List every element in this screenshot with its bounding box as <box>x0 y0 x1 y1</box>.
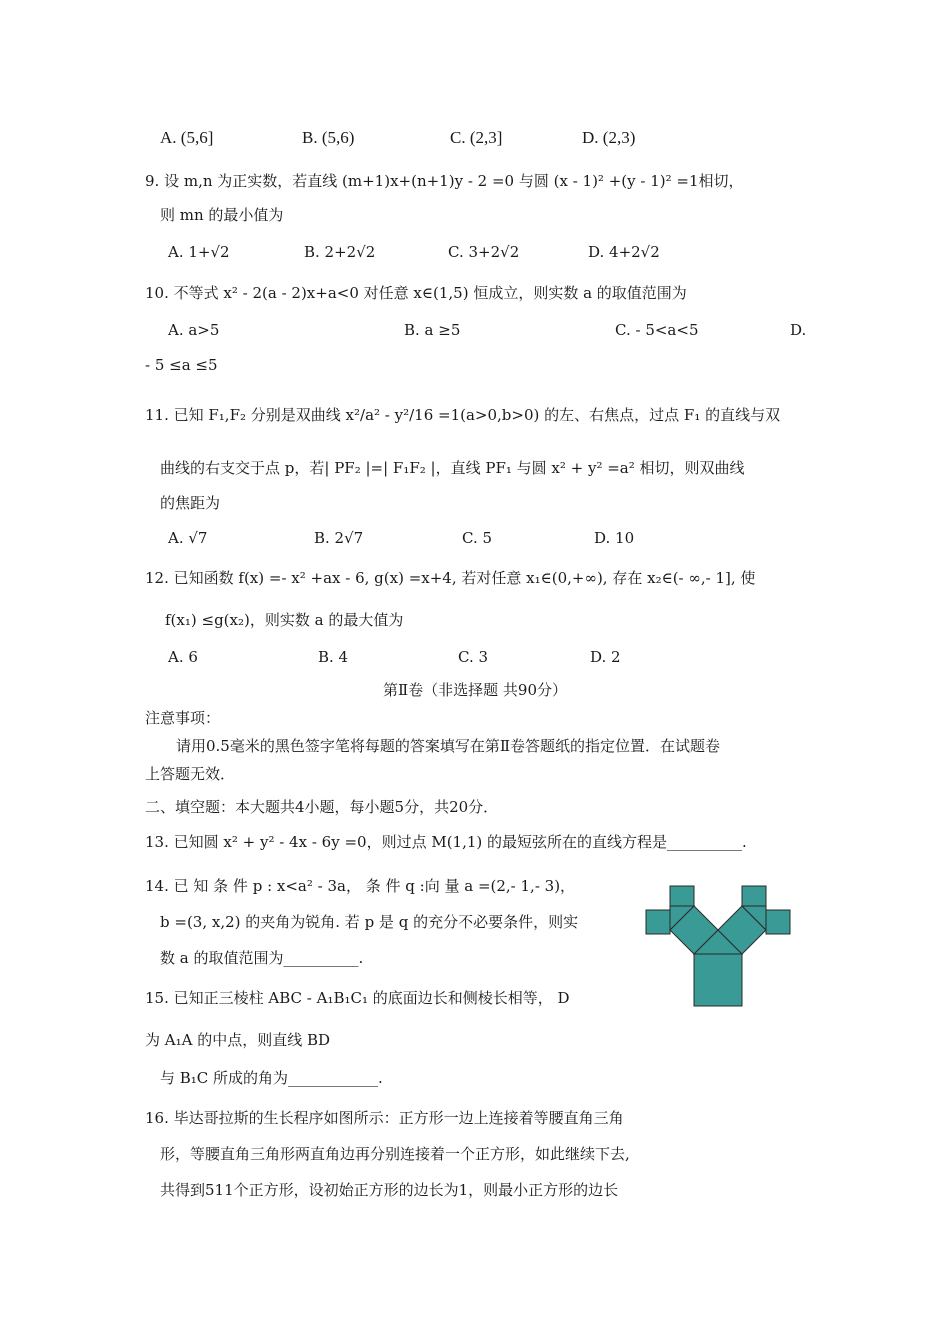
q12-stem-line1: 12. 已知函数 f(x) =- x² +ax - 6, g(x) =x+4, 若对任意 x₁∈(0,+∞), 存在 x₂∈(- ∞,- 1], 使 <box>145 569 756 587</box>
q10-option-a: A. a>5 <box>168 321 220 339</box>
q10-option-d-continued: - 5 ≤a ≤5 <box>145 356 218 374</box>
q11-option-d: D. 10 <box>594 529 635 547</box>
q10-option-c: C. - 5<a<5 <box>615 321 699 339</box>
q9-stem-line1: 9. 设 m,n 为正实数，若直线 (m+1)x+(n+1)y - 2 =0 与圆 (x - 1)² +(y - 1)² =1相切， <box>145 172 744 190</box>
tree-square-right-side <box>766 910 790 934</box>
q10-option-d: D. <box>790 321 807 339</box>
pythagoras-tree-figure <box>642 882 802 1010</box>
q8-option-c: C. (2,3] <box>450 128 503 147</box>
q12-option-a: A. 6 <box>168 648 198 666</box>
q9-option-d: D. 4+2√2 <box>588 243 660 261</box>
q14-stem-line2: b =(3, x,2) 的夹角为锐角. 若 p 是 q 的充分不必要条件，则实 <box>160 913 579 931</box>
notice-title: 注意事项： <box>145 709 221 727</box>
q8-option-b: B. (5,6) <box>302 128 355 147</box>
q13-stem: 13. 已知圆 x² + y² - 4x - 6y =0，则过点 M(1,1) 的最短弦所在的直线方程是__________. <box>145 833 747 851</box>
q16-stem-line3: 共得到511个正方形，设初始正方形的边长为1，则最小正方形的边长 <box>160 1181 619 1199</box>
q11-stem-line1: 11. 已知 F₁,F₂ 分别是双曲线 x²/a² - y²/16 =1(a>0,b>0) 的左、右焦点，过点 F₁ 的直线与双 <box>145 406 781 424</box>
notice-line1: 请用0.5毫米的黑色签字笔将每题的答案填写在第Ⅱ卷答题纸的指定位置．在试题卷 <box>176 737 721 755</box>
part2-title: 第Ⅱ卷（非选择题 共90分） <box>382 681 568 699</box>
q8-option-a: A. (5,6] <box>160 128 214 147</box>
q16-stem-line2: 形，等腰直角三角形两直角边再分别连接着一个正方形，如此继续下去, <box>160 1145 630 1163</box>
q12-stem-line2: f(x₁) ≤g(x₂)，则实数 a 的最大值为 <box>165 611 404 629</box>
notice-line2: 上答题无效． <box>145 765 236 783</box>
section2-title: 二、填空题：本大题共4小题，每小题5分，共20分． <box>145 798 499 816</box>
q9-option-b: B. 2+2√2 <box>304 243 376 261</box>
q16-stem-line1: 16. 毕达哥拉斯的生长程序如图所示：正方形一边上连接着等腰直角三角 <box>145 1109 624 1127</box>
q12-option-d: D. 2 <box>590 648 621 666</box>
q11-stem-line3: 的焦距为 <box>160 494 221 512</box>
q8-option-d: D. (2,3) <box>582 128 636 147</box>
q15-stem-line1: 15. 已知正三棱柱 ABC - A₁B₁C₁ 的底面边长和侧棱长相等， D <box>145 989 570 1007</box>
q9-option-c: C. 3+2√2 <box>448 243 520 261</box>
tree-square-left-top <box>670 886 694 906</box>
q10-option-b: B. a ≥5 <box>404 321 461 339</box>
tree-square-left-side <box>646 910 670 934</box>
q10-stem: 10. 不等式 x² - 2(a - 2)x+a<0 对任意 x∈(1,5) 恒成立，则实数 a 的取值范围为 <box>145 284 687 302</box>
q12-option-b: B. 4 <box>318 648 349 666</box>
q9-option-a: A. 1+√2 <box>168 243 230 261</box>
q14-stem-line3: 数 a 的取值范围为__________. <box>160 949 364 967</box>
q12-option-c: C. 3 <box>458 648 489 666</box>
tree-square-right-top <box>742 886 766 906</box>
q14-stem-line1: 14. 已 知 条 件 p : x<a² - 3a， 条 件 q :向 量 a =(2,- 1,- 3)， <box>145 877 576 895</box>
q11-option-b: B. 2√7 <box>314 529 364 547</box>
q11-option-a: A. √7 <box>168 529 208 547</box>
q11-stem-line2: 曲线的右支交于点 p，若| PF₂ |=| F₁F₂ |，直线 PF₁ 与圆 x² + y² =a² 相切，则双曲线 <box>160 459 745 477</box>
q15-stem-line3: 与 B₁C 所成的角为____________. <box>160 1069 383 1087</box>
q15-stem-line2: 为 A₁A 的中点，则直线 BD <box>145 1031 331 1049</box>
q9-stem-line2: 则 mn 的最小值为 <box>160 206 284 224</box>
tree-square-root <box>694 954 742 1006</box>
q11-option-c: C. 5 <box>462 529 493 547</box>
